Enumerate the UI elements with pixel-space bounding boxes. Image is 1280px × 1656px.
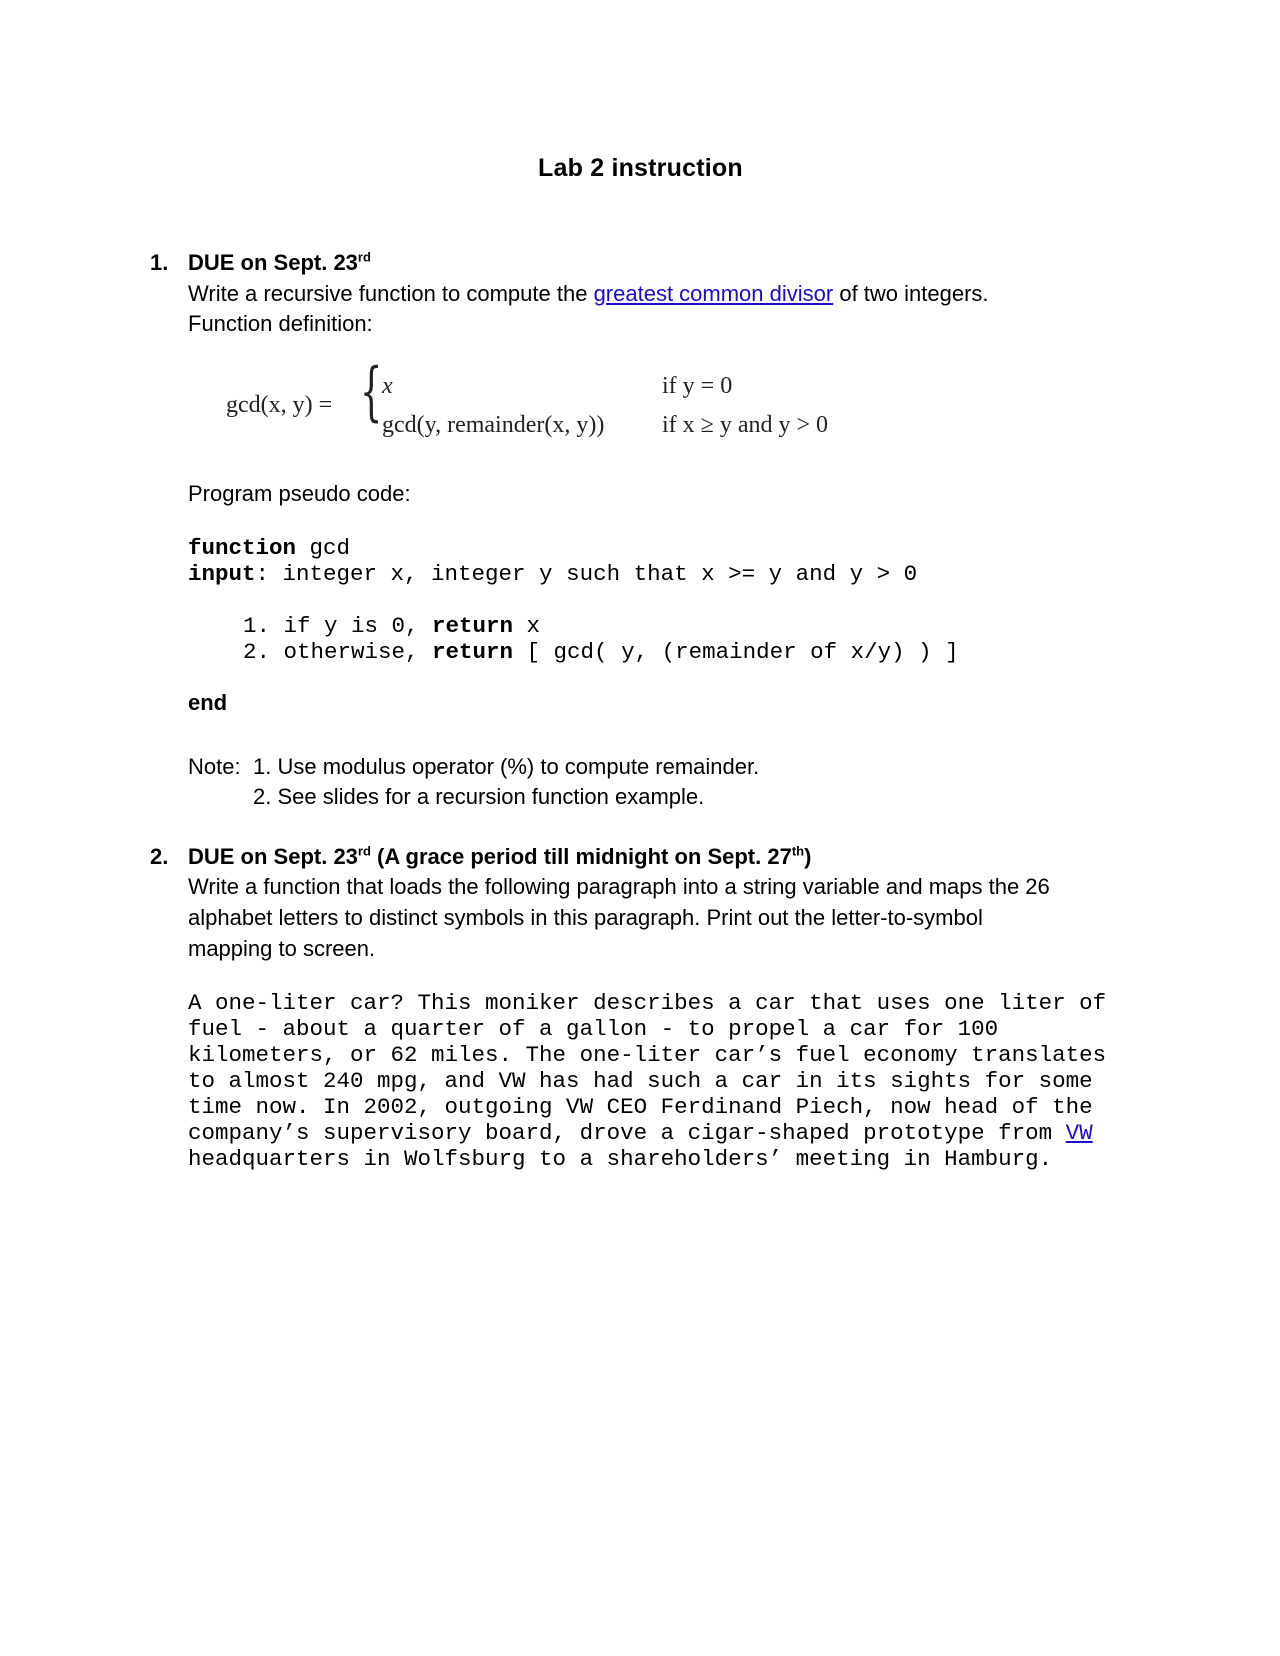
para-line-5: time now. In 2002, outgoing VW CEO Ferdinand Piech, now head of the: [188, 1094, 1093, 1120]
section1-line1: [188, 279, 989, 309]
formula-lhs: gcd(x, y) =: [226, 392, 333, 418]
code-step1-kw: return: [432, 613, 514, 639]
section2-due-sup: rd: [357, 843, 371, 859]
code-step2-pre: 2. otherwise,: [243, 639, 433, 665]
gcd-link[interactable]: greatest common divisor: [593, 281, 834, 306]
code-end: end: [188, 690, 228, 715]
section2-due-mid: (A grace period till midnight on Sept. 27: [370, 844, 792, 869]
para-line-7: headquarters in Wolfsburg to a shareholders’ meeting in Hamburg.: [188, 1146, 1053, 1172]
note-item-2: 2. See slides for a recursion function example.: [253, 784, 705, 809]
page-title: Lab 2 instruction: [538, 154, 743, 182]
section2-number: 2.: [150, 844, 169, 869]
para-line-6: [188, 1120, 1093, 1146]
code-step1-pre: 1. if y is 0,: [243, 613, 433, 639]
note-item-1: 1. Use modulus operator (%) to compute remainder.: [253, 754, 760, 779]
section1-line2: Function definition:: [188, 311, 373, 336]
section2-due: [188, 842, 811, 872]
section2-due-text: DUE on Sept. 23: [188, 844, 358, 869]
para-line-4: to almost 240 mpg, and VW has had such a car in its sights for some: [188, 1068, 1093, 1094]
code-step1-post: x: [513, 613, 541, 639]
section1-due-sup: rd: [357, 249, 371, 265]
code-step2: [243, 639, 959, 665]
section2-desc-line1: Write a function that loads the following paragraph into a string variable and maps the 26: [188, 874, 1050, 899]
section1-line1-before: Write a recursive function to compute the: [188, 281, 594, 306]
section2-desc-line3: mapping to screen.: [188, 936, 376, 961]
section1-number: 1.: [150, 250, 169, 275]
code-line-input: [188, 561, 917, 587]
note-label: Note:: [188, 754, 241, 779]
formula-case1-expr: x: [382, 373, 393, 399]
formula-case2-cond: if x ≥ y and y > 0: [662, 412, 829, 438]
section2-due-end: ): [804, 844, 812, 869]
section2-desc-line2: alphabet letters to distinct symbols in this paragraph. Print out the letter-to-symbol: [188, 905, 983, 930]
pseudo-label: Program pseudo code:: [188, 481, 411, 506]
section1-line1-after: of two integers.: [833, 281, 989, 306]
code-kw-input: input: [188, 561, 256, 587]
code-line-function: [188, 535, 350, 561]
vw-link[interactable]: VW: [1065, 1120, 1093, 1146]
code-fn-name: gcd: [296, 535, 351, 561]
section1-due: [188, 248, 371, 278]
code-step2-post: [ gcd( y, (remainder of x/y) ) ]: [513, 639, 959, 665]
formula-case2-expr: gcd(y, remainder(x, y)): [382, 412, 605, 438]
code-step1: [243, 613, 540, 639]
formula-brace: {: [360, 355, 383, 429]
code-kw-function: function: [188, 535, 297, 561]
para-line-1: A one-liter car? This moniker describes a car that uses one liter of: [188, 990, 1107, 1016]
formula-case1-cond: if y = 0: [662, 373, 733, 399]
code-step2-kw: return: [432, 639, 514, 665]
para-line-3: kilometers, or 62 miles. The one-liter car’s fuel economy translates: [188, 1042, 1107, 1068]
section2-due-sup2: th: [791, 843, 805, 859]
code-input-rest: : integer x, integer y such that x >= y and y > 0: [255, 561, 918, 587]
para-line-6-text: company’s supervisory board, drove a cigar-shaped prototype from: [188, 1120, 1066, 1146]
para-line-2: fuel - about a quarter of a gallon - to propel a car for 100: [188, 1016, 999, 1042]
section1-due-text: DUE on Sept. 23: [188, 250, 358, 275]
